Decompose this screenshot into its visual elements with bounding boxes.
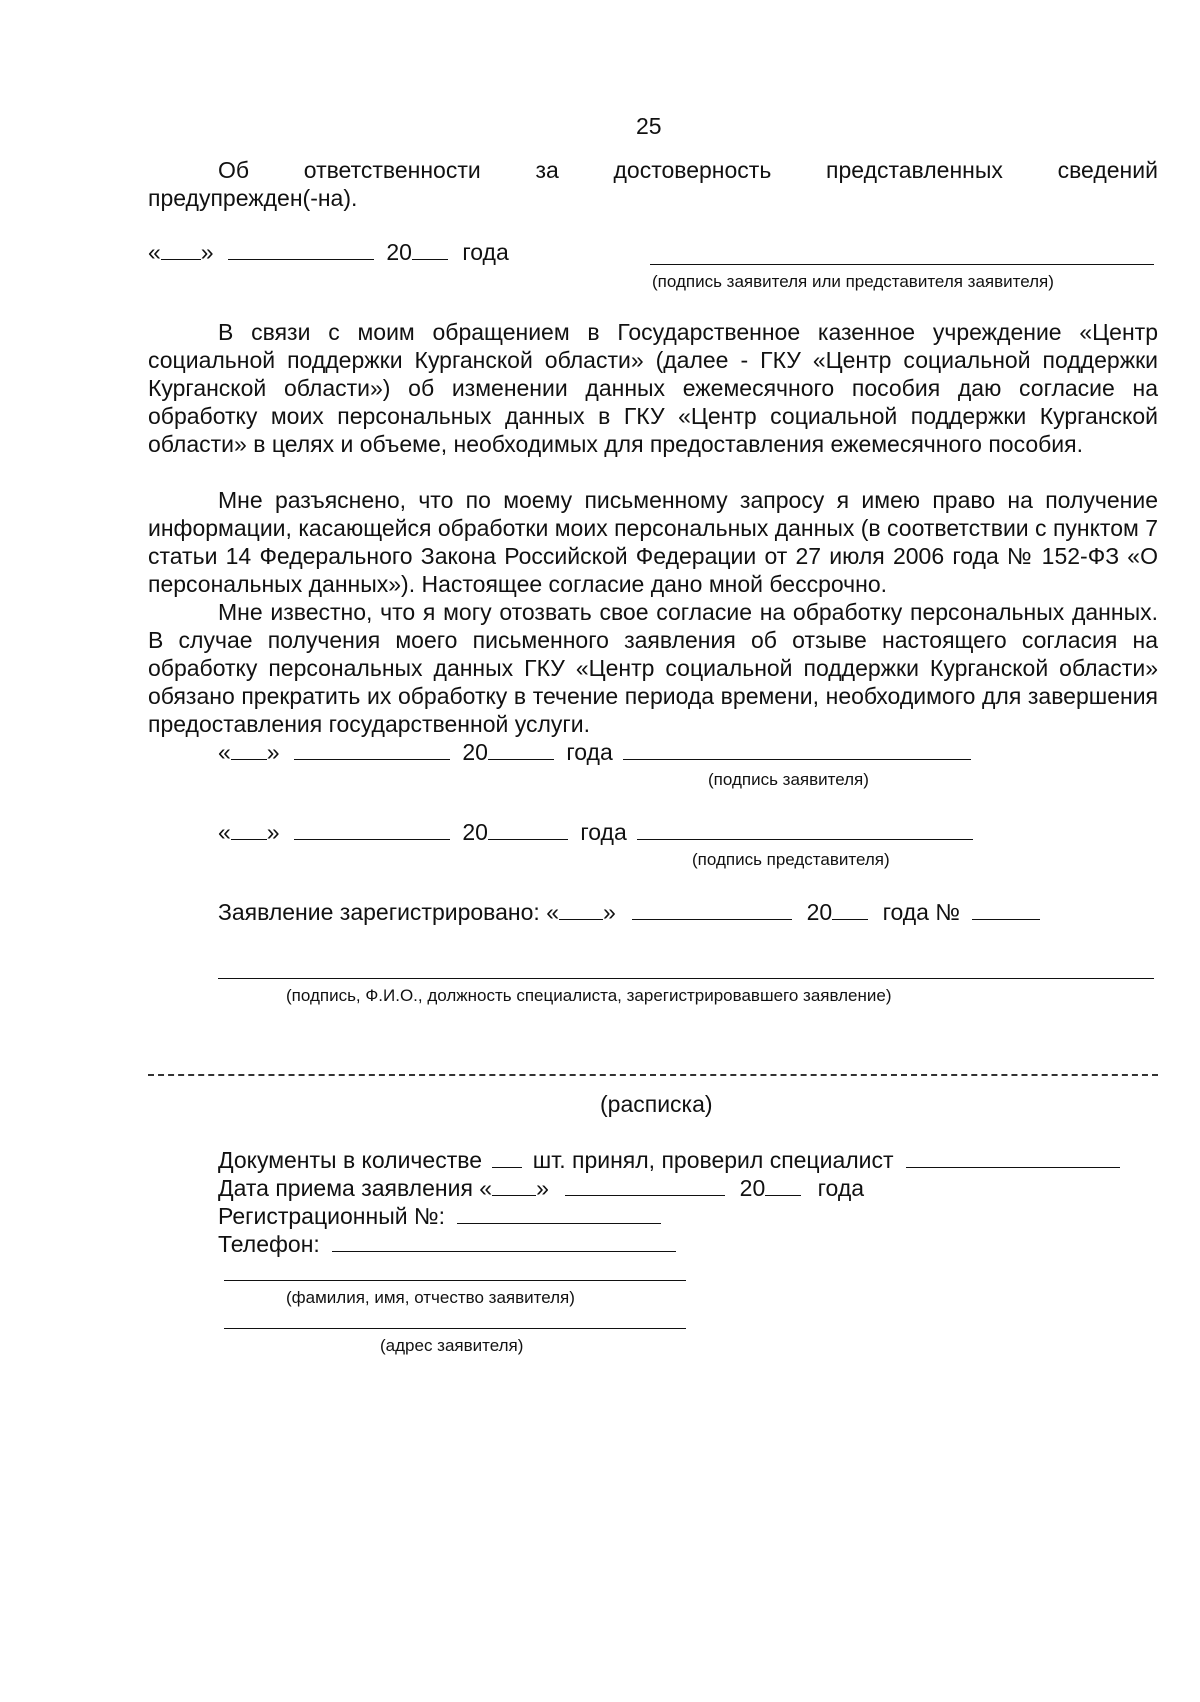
signature-blank-2[interactable] (623, 739, 971, 760)
phone-field[interactable] (332, 1231, 676, 1252)
receipt-title: (расписка) (600, 1091, 713, 1117)
month-blank[interactable] (228, 239, 374, 260)
docs-count-blank[interactable] (492, 1147, 522, 1168)
day-blank[interactable] (161, 239, 201, 260)
date-line-3: « » 20 года (218, 818, 973, 846)
receipt-day-blank[interactable] (492, 1175, 536, 1196)
signature-caption-3: (подпись представителя) (692, 850, 890, 869)
year-blank[interactable] (412, 239, 448, 260)
receipt-date-line: Дата приема заявления « » 20 года (218, 1175, 865, 1201)
receipt-reg-line: Регистрационный №: (218, 1202, 661, 1230)
warning-word: за (535, 157, 559, 183)
receipt-docs-line: Документы в количестве шт. принял, проверил специалист (218, 1146, 1120, 1174)
cut-line (148, 1074, 1158, 1076)
registration-line: Заявление зарегистрировано: « » 20 года № (218, 898, 1040, 926)
warning-word: ответственности (303, 157, 481, 183)
specialist-caption: (подпись, Ф.И.О., должность специалиста, зарегистрировавшего заявление) (286, 986, 892, 1005)
year-blank[interactable] (488, 819, 568, 840)
warning-word: представленных (826, 157, 1003, 183)
warning-word: сведений (1057, 157, 1158, 183)
applicant-name-caption: (фамилия, имя, отчество заявителя) (286, 1288, 575, 1307)
consent-paragraph-3: Мне известно, что я могу отозвать свое согласие на обработку персональных данных. В случае получения моего письменного заявления об отзыве настоящего согласия на обработку персональных данных ГКУ «Центр социальной поддержки Курганской области» обязано прекратить их обработку в течение периода времени, необходимого для завершения предоставления государственной услуги. (148, 599, 1158, 737)
applicant-address-line[interactable] (224, 1328, 686, 1329)
date-line-2: « » 20 года (218, 738, 971, 766)
day-blank[interactable] (231, 819, 267, 840)
receipt-phone-line: Телефон: (218, 1230, 676, 1258)
applicant-address-caption: (адрес заявителя) (380, 1336, 524, 1355)
page-number: 25 (636, 113, 662, 139)
reg-number-blank[interactable] (972, 899, 1040, 920)
signature-caption-2: (подпись заявителя) (708, 770, 869, 789)
reg-month-blank[interactable] (632, 899, 792, 920)
day-blank[interactable] (231, 739, 267, 760)
specialist-signature-line[interactable] (218, 978, 1154, 979)
warning-line-1 (218, 156, 1158, 184)
receipt-year-blank[interactable] (765, 1175, 801, 1196)
receipt-month-blank[interactable] (565, 1175, 725, 1196)
month-blank[interactable] (294, 819, 450, 840)
signature-blank-3[interactable] (637, 819, 973, 840)
reg-number-field[interactable] (457, 1203, 661, 1224)
warning-line-2: предупрежден(-на). (148, 185, 358, 211)
warning-word: достоверность (613, 157, 772, 183)
month-blank[interactable] (294, 739, 450, 760)
reg-year-blank[interactable] (832, 899, 868, 920)
warning-word: Об (218, 157, 250, 183)
year-blank[interactable] (488, 739, 554, 760)
consent-paragraph-1: В связи с моим обращением в Государственное казенное учреждение «Центр социальной поддержки Курганской области» (далее - ГКУ «Центр социальной поддержки Курганской области») об изменении данных ежемесячного пособия даю согласие на обработку моих персональных данных в ГКУ «Центр социальной поддержки Курганской области» в целях и объеме, необходимых для предоставления ежемесячного пособия. (148, 319, 1158, 457)
date-line-1: « » 20 года (148, 239, 509, 265)
signature-line-1[interactable] (650, 264, 1154, 265)
applicant-name-line[interactable] (224, 1280, 686, 1281)
reg-day-blank[interactable] (559, 899, 603, 920)
specialist-blank[interactable] (906, 1147, 1120, 1168)
signature-caption-1: (подпись заявителя или представителя заявителя) (652, 272, 1054, 291)
consent-paragraph-2: Мне разъяснено, что по моему письменному запросу я имею право на получение информации, касающейся обработки моих персональных данных (в соответствии с пунктом 7 статьи 14 Федерального Закона Российской Федерации от 27 июля 2006 года № 152-ФЗ «О персональных данных»). Настоящее согласие дано мной бессрочно. (148, 487, 1158, 597)
